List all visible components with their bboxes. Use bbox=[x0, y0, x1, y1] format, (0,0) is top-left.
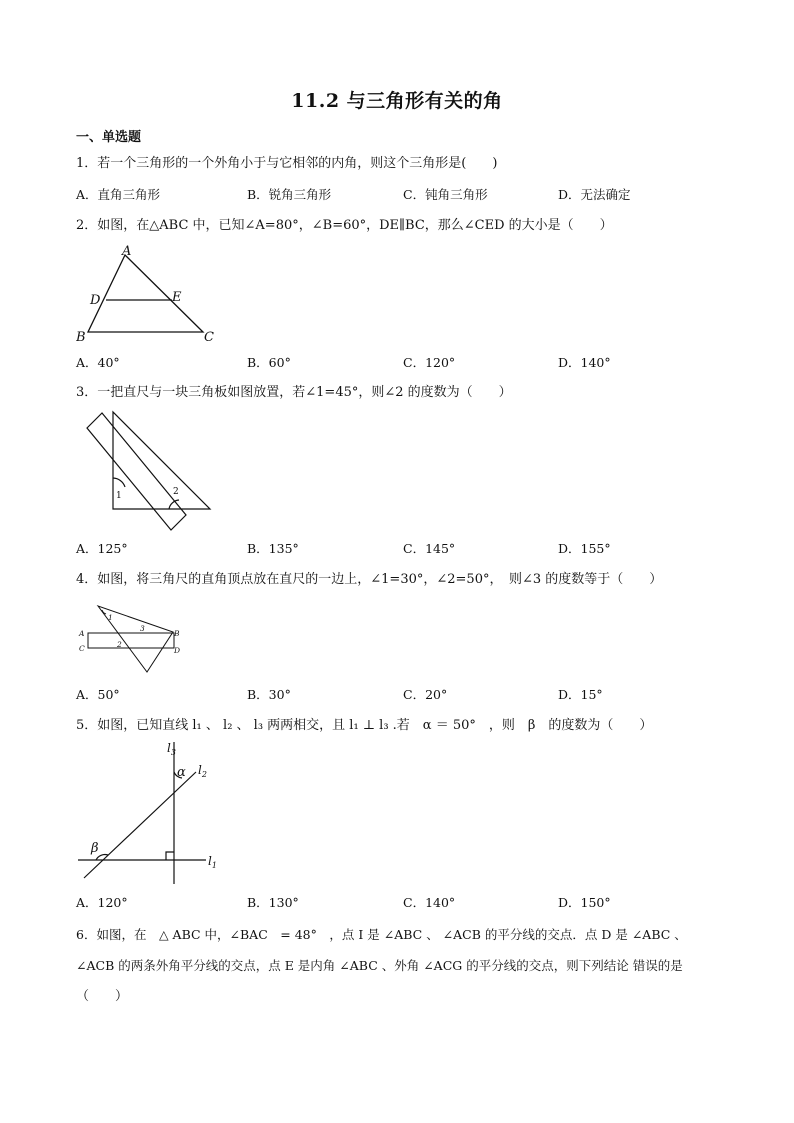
question-3-option-a: A．125° bbox=[76, 541, 128, 556]
angle-1-arc bbox=[102, 610, 106, 614]
label-d: D bbox=[90, 293, 101, 308]
question-2-option-d: D．140° bbox=[558, 355, 611, 370]
question-6-stem-line-1: 6．如图，在 △ ABC 中，∠BAC = 48° ，点 I 是 ∠ABC 、 ∠ACB 的平分线的交点．点 D 是 ∠ABC 、 bbox=[76, 927, 687, 942]
question-3-option-c: C．145° bbox=[403, 541, 456, 556]
label-e: E bbox=[172, 290, 182, 305]
label-beta: β bbox=[91, 841, 99, 856]
label-angle-2: 2 bbox=[173, 487, 179, 497]
question-4-option-a: A．50° bbox=[76, 687, 120, 702]
label-l3: $l_3$ bbox=[167, 741, 176, 757]
question-2-stem: 2．如图，在△ABC 中，已知∠A=80°，∠B=60°，DE∥BC，那么∠CED 的大小是（ ） bbox=[76, 218, 613, 233]
question-4-figure bbox=[76, 600, 186, 674]
label-l2: $l_2$ bbox=[198, 763, 207, 779]
question-4-stem: 4．如图，将三角尺的直角顶点放在直尺的一边上，∠1=30°，∠2=50°， 则∠3 的度数等于（ ） bbox=[76, 572, 663, 587]
label-b: B bbox=[174, 629, 180, 638]
label-a: A bbox=[79, 629, 85, 638]
question-5-option-b: B．130° bbox=[247, 895, 299, 910]
question-5-option-a: A．120° bbox=[76, 895, 128, 910]
label-d: D bbox=[174, 646, 181, 655]
angle-1-arc bbox=[113, 478, 125, 487]
label-angle-1: 1 bbox=[116, 491, 122, 501]
question-3-stem: 3．一把直尺与一块三角板如图放置，若∠1=45°，则∠2 的度数为（ ） bbox=[76, 385, 512, 400]
question-1-option-a: A．直角三角形 bbox=[76, 187, 161, 202]
label-c: C bbox=[204, 330, 214, 345]
label-c: C bbox=[79, 644, 85, 653]
question-1-option-d: D．无法确定 bbox=[558, 187, 631, 202]
question-3-option-d: D．155° bbox=[558, 541, 611, 556]
question-4-option-c: C．20° bbox=[403, 687, 448, 702]
label-angle-2: 2 bbox=[117, 640, 122, 649]
question-2-option-b: B．60° bbox=[247, 355, 291, 370]
question-2-figure bbox=[76, 243, 226, 345]
right-angle-mark bbox=[166, 852, 174, 860]
label-alpha: α bbox=[177, 765, 186, 780]
question-1-option-b: B．锐角三角形 bbox=[247, 187, 332, 202]
question-5-option-c: C．140° bbox=[403, 895, 456, 910]
question-3-figure bbox=[80, 408, 215, 534]
ruler bbox=[88, 633, 174, 648]
label-b: B bbox=[76, 330, 86, 345]
question-1-stem: 1．若一个三角形的一个外角小于与它相邻的内角，则这个三角形是( ) bbox=[76, 156, 498, 171]
question-4-option-b: B．30° bbox=[247, 687, 291, 702]
triangle-abc bbox=[88, 255, 203, 332]
page-title: 11.2 与三角形有关的角 bbox=[291, 90, 503, 112]
set-square bbox=[113, 412, 210, 509]
question-2-option-a: A．40° bbox=[76, 355, 120, 370]
question-6-stem-line-3: （ ） bbox=[76, 989, 129, 1004]
question-5-figure bbox=[76, 738, 226, 886]
question-5-stem: 5．如图，已知直线 l₁ 、 l₂ 、 l₃ 两两相交，且 l₁ ⊥ l₃ .若 α ＝ 50° ，则 β 的度数为（ ） bbox=[76, 718, 653, 733]
label-l1: $l_1$ bbox=[208, 854, 217, 870]
question-6-stem-line-2: ∠ACB 的两条外角平分线的交点，点 E 是内角 ∠ABC 、外角 ∠ACG 的平分线的交点，则下列结论 错误的是 bbox=[76, 958, 683, 973]
question-2-option-c: C．120° bbox=[403, 355, 456, 370]
question-3-option-b: B．135° bbox=[247, 541, 299, 556]
label-angle-3: 3 bbox=[140, 624, 145, 633]
question-1-option-c: C．钝角三角形 bbox=[403, 187, 488, 202]
question-5-option-d: D．150° bbox=[558, 895, 611, 910]
question-4-option-d: D．15° bbox=[558, 687, 603, 702]
section-heading: 一、单选题 bbox=[76, 130, 142, 145]
label-a: A bbox=[122, 244, 132, 259]
line-l2 bbox=[84, 772, 196, 878]
label-angle-1: 1 bbox=[108, 613, 113, 622]
ruler bbox=[87, 413, 186, 530]
